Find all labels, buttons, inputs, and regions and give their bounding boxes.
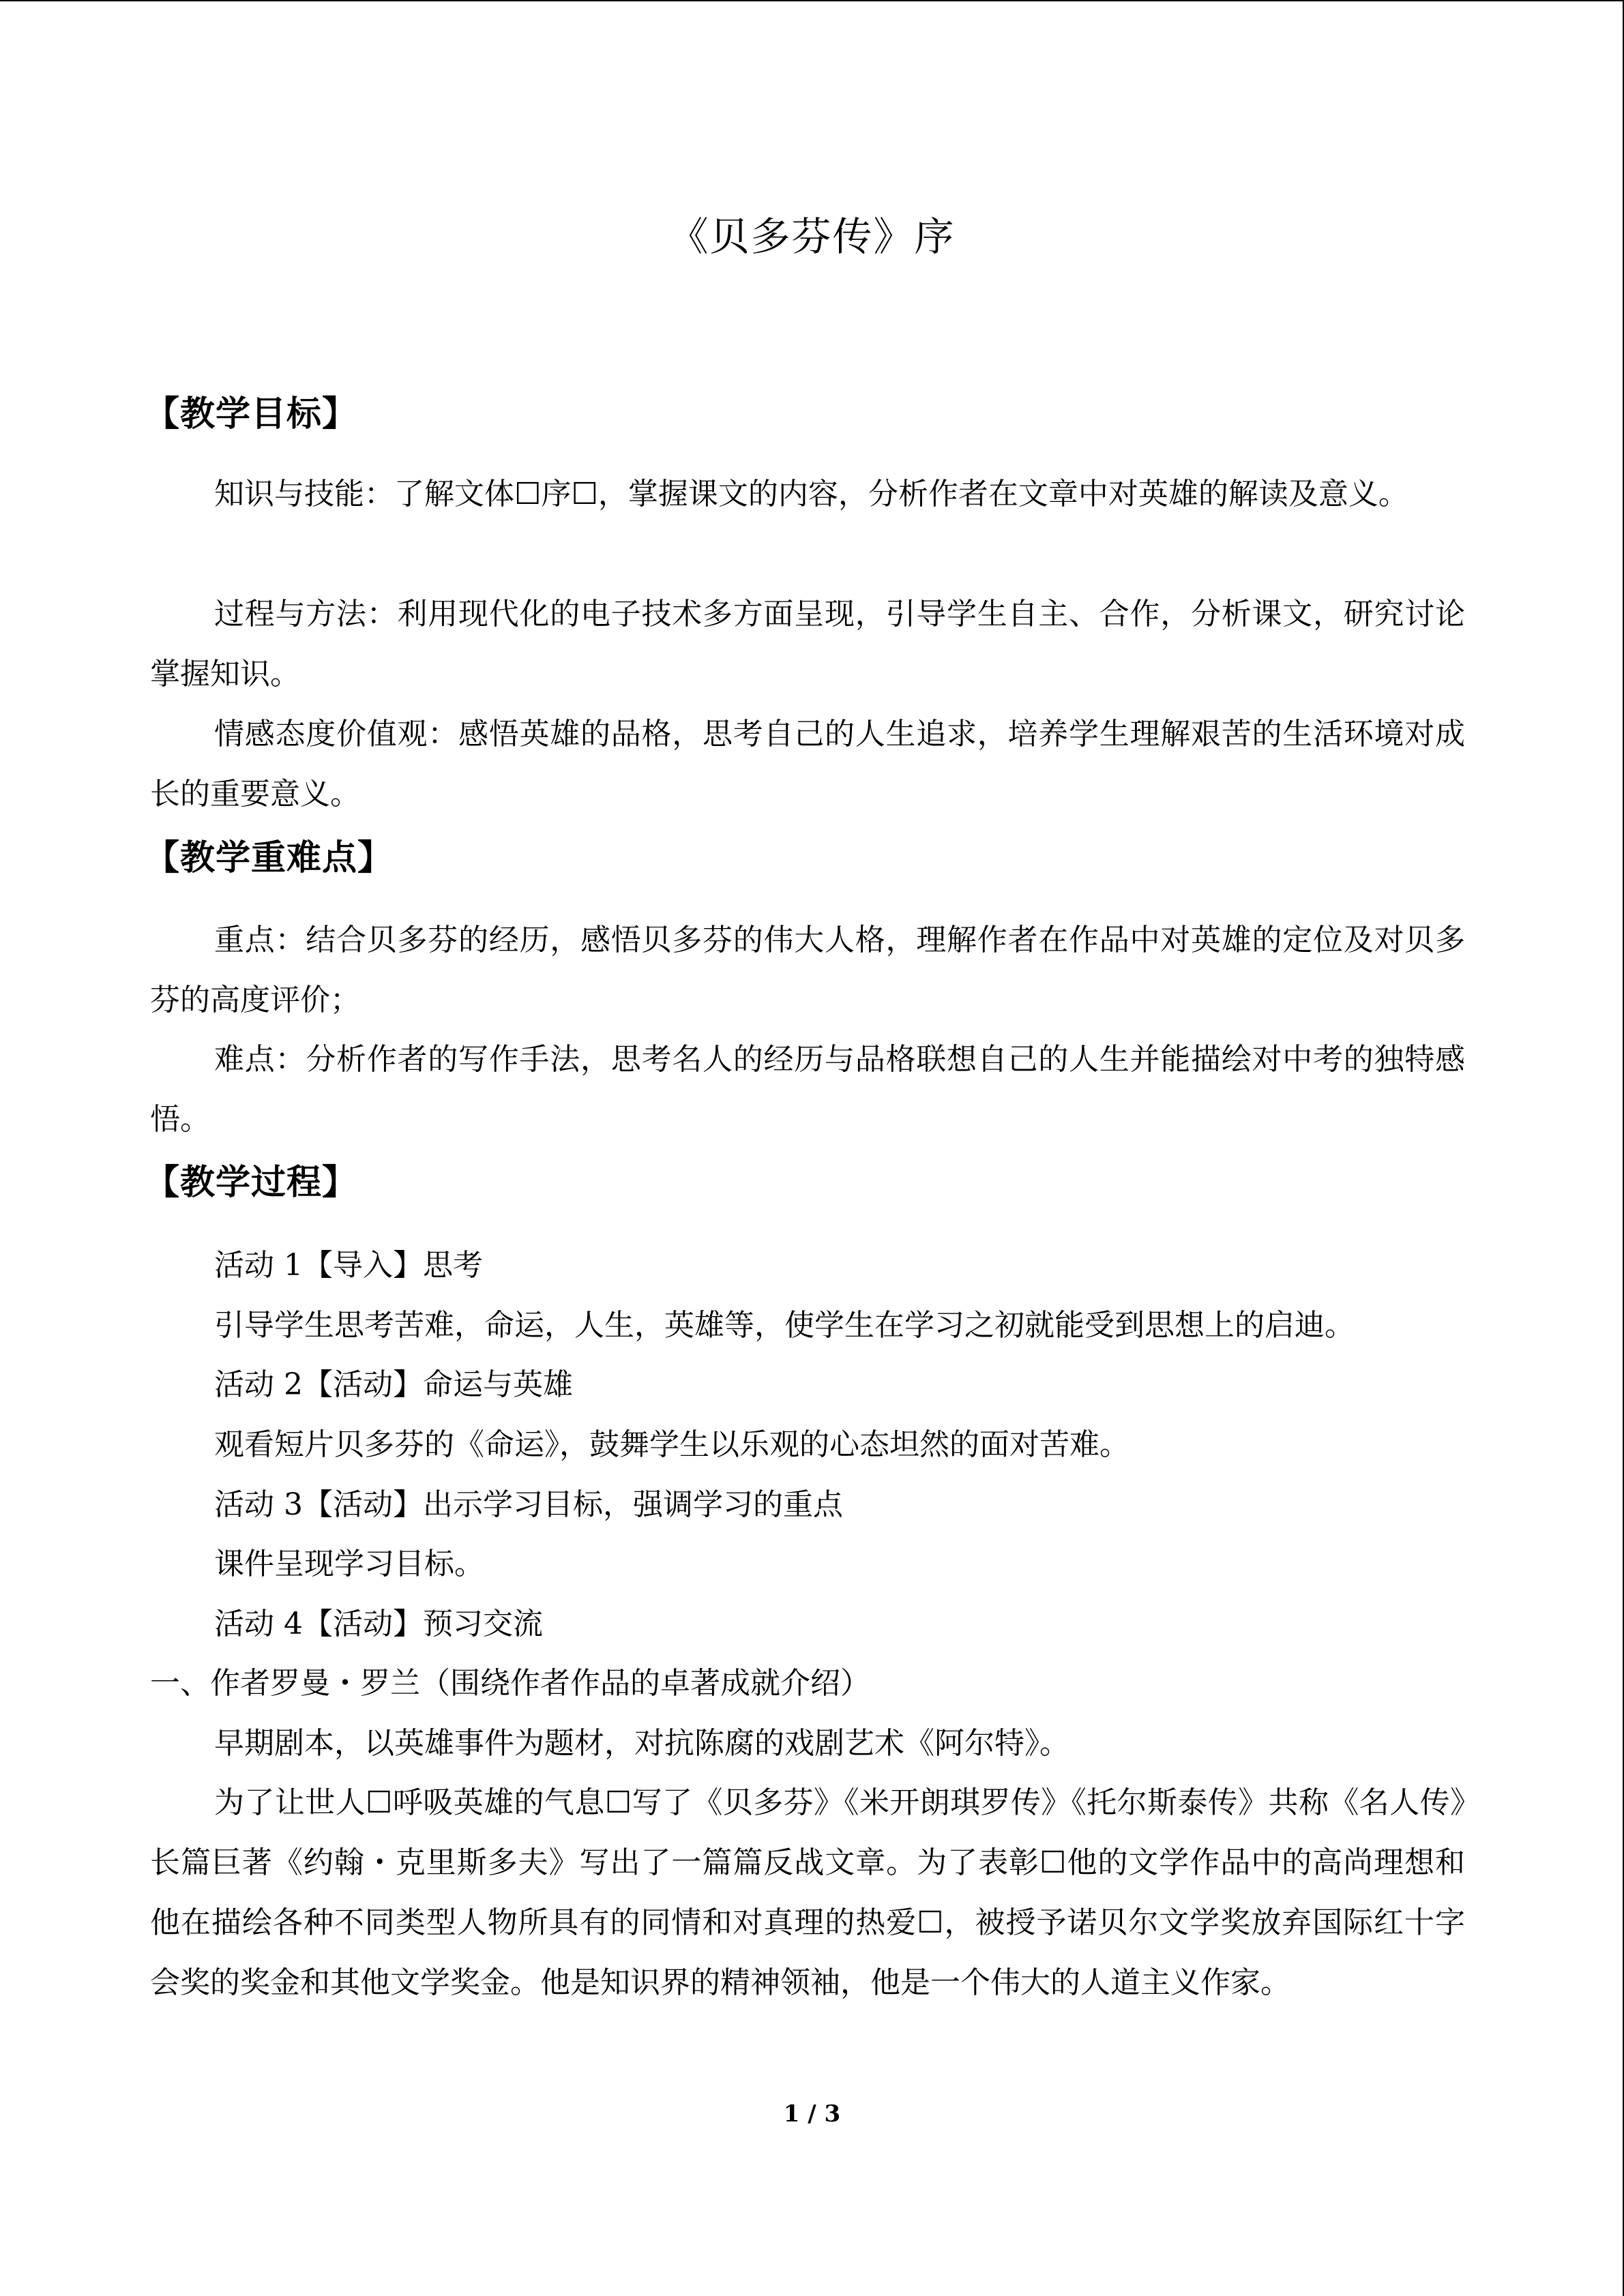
activity-4-title: 活动 4【活动】预习交流 (214, 1607, 543, 1641)
section-heading-key-points: 【教学重难点】 (145, 837, 394, 878)
author-subheading: 一、作者罗曼・罗兰（围绕作者作品的卓著成就介绍） (150, 1666, 870, 1701)
activity-3-text: 课件呈现学习目标。 (214, 1547, 484, 1581)
key-point-paragraph: 重点：结合贝多芬的经历，感悟贝多芬的伟大人格，理解作者在作品中对英雄的定位及对贝多芬的高度评价； (150, 923, 1465, 1017)
page-number: 1 / 3 (783, 2100, 841, 2128)
activity-1-title: 活动 1【导入】思考 (214, 1248, 483, 1283)
page-title: 《贝多芬传》序 (668, 213, 956, 260)
section-heading-objectives: 【教学目标】 (145, 393, 358, 434)
section-heading-process: 【教学过程】 (145, 1162, 358, 1203)
activity-3-title: 活动 3【活动】出示学习目标，强调学习的重点 (214, 1487, 843, 1522)
activity-2-text: 观看短片贝多芬的《命运》，鼓舞学生以乐观的心态坦然的面对苦难。 (214, 1427, 1130, 1462)
author-early-works: 早期剧本，以英雄事件为题材，对抗陈腐的戏剧艺术《阿尔特》。 (214, 1726, 1069, 1761)
objective-knowledge-paragraph: 知识与技能：了解文体☐序☐，掌握课文的内容，分析作者在文章中对英雄的解读及意义。 (214, 477, 1408, 511)
difficulty-paragraph: 难点：分析作者的写作手法，思考名人的经历与品格联想自己的人生并能描绘对中考的独特感悟。 (150, 1042, 1465, 1137)
activity-1-text: 引导学生思考苦难，命运，人生，英雄等，使学生在学习之初就能受到思想上的启迪。 (214, 1308, 1355, 1343)
objective-process-paragraph: 过程与方法：利用现代化的电子技术多方面呈现，引导学生自主、合作，分析课文，研究讨论掌握知识。 (150, 597, 1465, 691)
activity-2-title: 活动 2【活动】命运与英雄 (214, 1367, 573, 1402)
objective-emotion-paragraph: 情感态度价值观：感悟英雄的品格，思考自己的人生追求，培养学生理解艰苦的生活环境对成长的重要意义。 (150, 717, 1465, 811)
author-biography-paragraph: 为了让世人☐呼吸英雄的气息☐写了《贝多芬》《米开朗琪罗传》《托尔斯泰传》共称《名人传》长篇巨著《约翰・克里斯多夫》写出了一篇篇反战文章。为了表彰☐他的文学作品中的高尚理想和他在描绘各种不同类型人物所具有的同情和对真理的热爱☐，被授予诺贝尔文学奖放弃国际红十字会奖的奖金和其他文学奖金。他是知识界的精神领袖，他是一个伟大的人道主义作家。 (150, 1785, 1465, 2000)
